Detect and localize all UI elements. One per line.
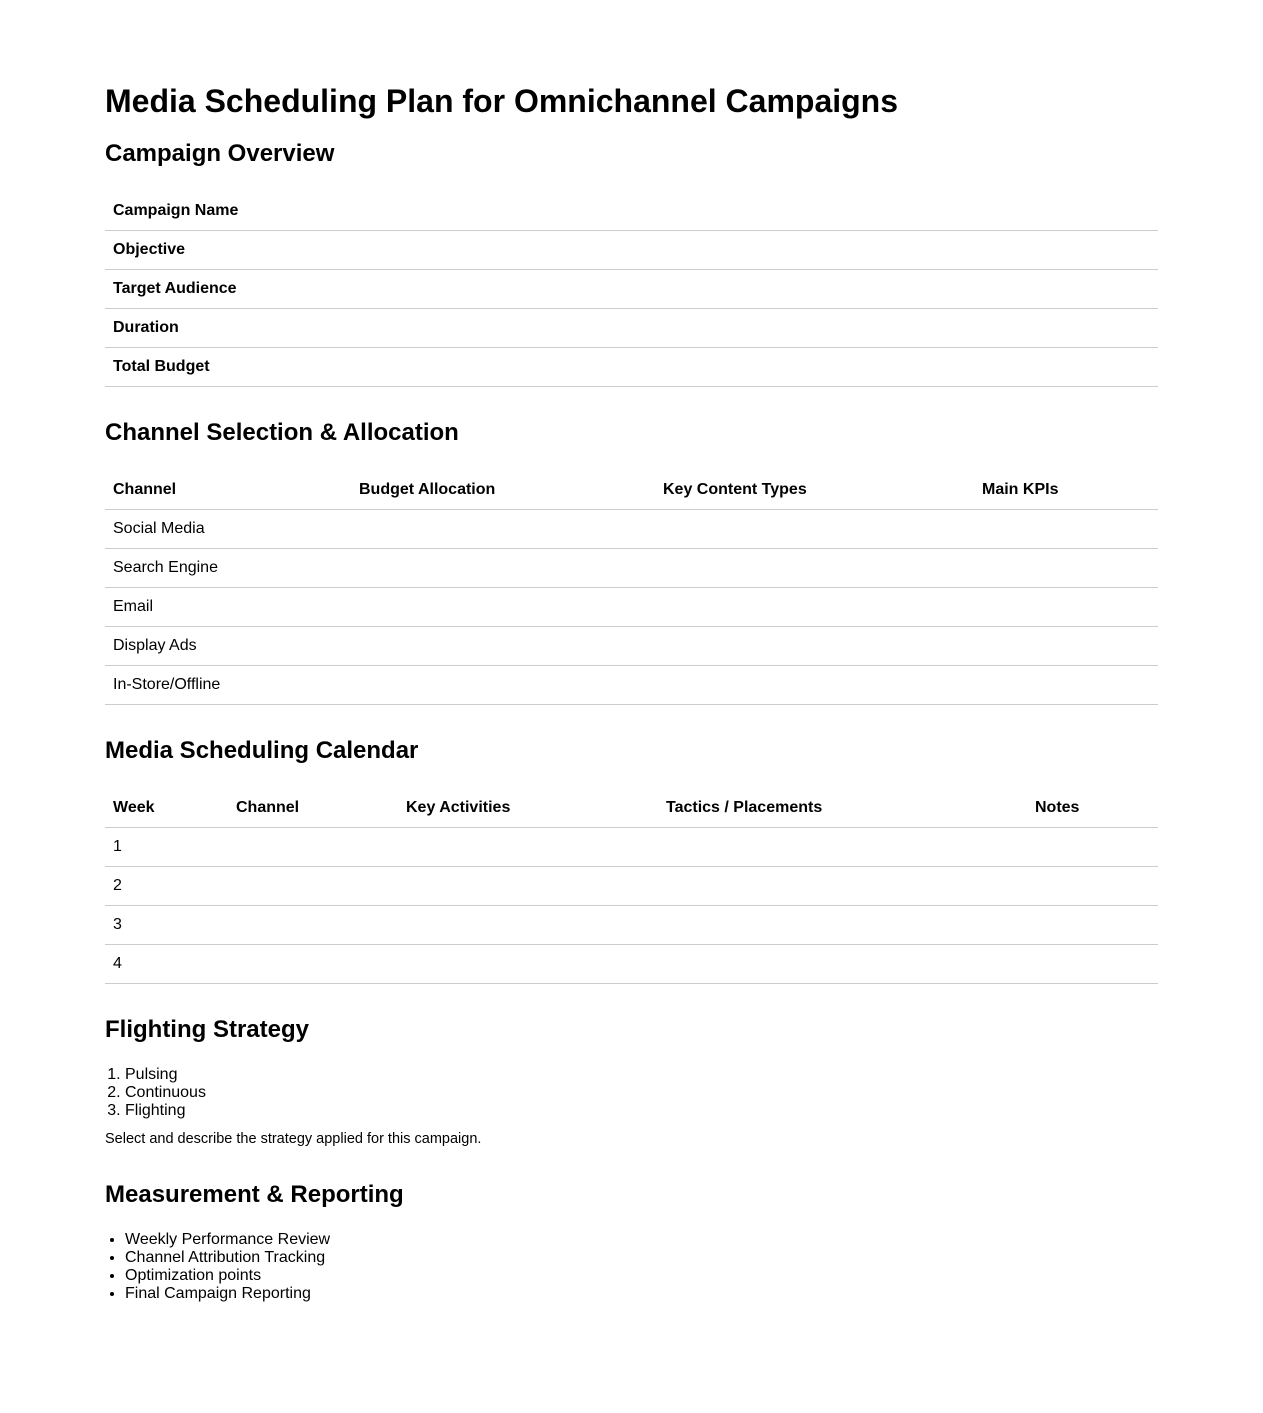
budget-cell[interactable] (351, 510, 655, 549)
budget-cell[interactable] (351, 666, 655, 705)
table-row (105, 867, 1158, 906)
kpis-cell[interactable] (974, 666, 1158, 705)
content-cell[interactable] (655, 549, 974, 588)
kpis-cell[interactable] (974, 510, 1158, 549)
budget-cell[interactable] (351, 549, 655, 588)
overview-label: Target Audience (105, 270, 321, 309)
flighting-description: Select and describe the strategy applied for this campaign. (105, 1131, 482, 1147)
channel-cell: Social Media (105, 510, 351, 549)
spacer (105, 984, 1158, 1016)
kpis-cell[interactable] (974, 588, 1158, 627)
list-item: 2. Continuous (125, 1084, 1158, 1102)
column-header-channel: Channel (105, 471, 351, 510)
channel-cell: In-Store/Offline (105, 666, 351, 705)
list-item: • Weekly Performance Review (125, 1231, 1158, 1249)
content-cell[interactable] (655, 627, 974, 666)
overview-row-target-audience (105, 270, 1158, 309)
campaign-overview-heading: Campaign Overview (105, 140, 335, 167)
column-header-main-kpis: Main KPIs (974, 471, 1158, 510)
overview-row-total-budget (105, 348, 1158, 387)
overview-row-objective (105, 231, 1158, 270)
media-calendar-heading: Media Scheduling Calendar (105, 737, 419, 764)
table-header-row (105, 789, 1158, 828)
table-row (105, 945, 1158, 984)
activities-cell[interactable] (398, 867, 658, 906)
column-header-channel: Channel (228, 789, 398, 828)
week-cell: 1 (105, 828, 228, 867)
overview-label: Duration (105, 309, 321, 348)
activities-cell[interactable] (398, 828, 658, 867)
flighting-strategy-heading: Flighting Strategy (105, 1016, 309, 1043)
channel-cell[interactable] (228, 945, 398, 984)
channel-allocation-table (105, 471, 1158, 705)
overview-label: Total Budget (105, 348, 321, 387)
notes-cell[interactable] (1027, 828, 1158, 867)
budget-cell[interactable] (351, 627, 655, 666)
overview-value[interactable] (321, 192, 1158, 231)
channel-cell: Display Ads (105, 627, 351, 666)
content-cell[interactable] (655, 666, 974, 705)
spacer (105, 1148, 1158, 1181)
channel-cell: Search Engine (105, 549, 351, 588)
list-item: • Channel Attribution Tracking (125, 1249, 1158, 1267)
column-header-week: Week (105, 789, 228, 828)
measurement-reporting-heading: Measurement & Reporting (105, 1181, 404, 1208)
table-header-row (105, 471, 1158, 510)
week-cell: 2 (105, 867, 228, 906)
spacer (105, 387, 1158, 419)
channel-cell: Email (105, 588, 351, 627)
overview-row-duration (105, 309, 1158, 348)
tactics-cell[interactable] (658, 828, 1027, 867)
page-title: Media Scheduling Plan for Omnichannel Campaigns (105, 83, 899, 119)
channel-selection-section (105, 419, 1158, 705)
notes-cell[interactable] (1027, 867, 1158, 906)
week-cell: 4 (105, 945, 228, 984)
table-row (105, 588, 1158, 627)
overview-value[interactable] (321, 309, 1158, 348)
activities-cell[interactable] (398, 906, 658, 945)
tactics-cell[interactable] (658, 906, 1027, 945)
table-row (105, 549, 1158, 588)
channel-cell[interactable] (228, 867, 398, 906)
kpis-cell[interactable] (974, 549, 1158, 588)
channel-cell[interactable] (228, 906, 398, 945)
table-row (105, 906, 1158, 945)
measurement-reporting-section (105, 1181, 1158, 1303)
flighting-strategy-section (105, 1016, 1158, 1148)
tactics-cell[interactable] (658, 867, 1027, 906)
column-header-key-activities: Key Activities (398, 789, 658, 828)
measurement-items-list (105, 1231, 1158, 1303)
overview-value[interactable] (321, 348, 1158, 387)
table-row (105, 828, 1158, 867)
list-item: 3. Flighting (125, 1102, 1158, 1120)
list-item: 1. Pulsing (125, 1066, 1158, 1084)
overview-value[interactable] (321, 270, 1158, 309)
list-item: • Optimization points (125, 1267, 1158, 1285)
overview-row-campaign-name (105, 192, 1158, 231)
media-calendar-table (105, 789, 1158, 984)
media-calendar-section (105, 737, 1158, 984)
content-cell[interactable] (655, 588, 974, 627)
campaign-overview-section (105, 140, 1158, 387)
overview-value[interactable] (321, 231, 1158, 270)
overview-label: Objective (105, 231, 321, 270)
list-item: • Final Campaign Reporting (125, 1285, 1158, 1303)
column-header-notes: Notes (1027, 789, 1158, 828)
table-row (105, 510, 1158, 549)
channel-selection-heading: Channel Selection & Allocation (105, 419, 459, 446)
table-row (105, 666, 1158, 705)
column-header-budget-allocation: Budget Allocation (351, 471, 655, 510)
notes-cell[interactable] (1027, 945, 1158, 984)
tactics-cell[interactable] (658, 945, 1027, 984)
campaign-overview-table (105, 192, 1158, 387)
kpis-cell[interactable] (974, 627, 1158, 666)
channel-cell[interactable] (228, 828, 398, 867)
column-header-tactics-placements: Tactics / Placements (658, 789, 1027, 828)
budget-cell[interactable] (351, 588, 655, 627)
content-cell[interactable] (655, 510, 974, 549)
flighting-options-list (105, 1066, 1158, 1120)
notes-cell[interactable] (1027, 906, 1158, 945)
week-cell: 3 (105, 906, 228, 945)
activities-cell[interactable] (398, 945, 658, 984)
spacer (105, 705, 1158, 737)
table-row (105, 627, 1158, 666)
column-header-key-content-types: Key Content Types (655, 471, 974, 510)
overview-label: Campaign Name (105, 192, 321, 231)
